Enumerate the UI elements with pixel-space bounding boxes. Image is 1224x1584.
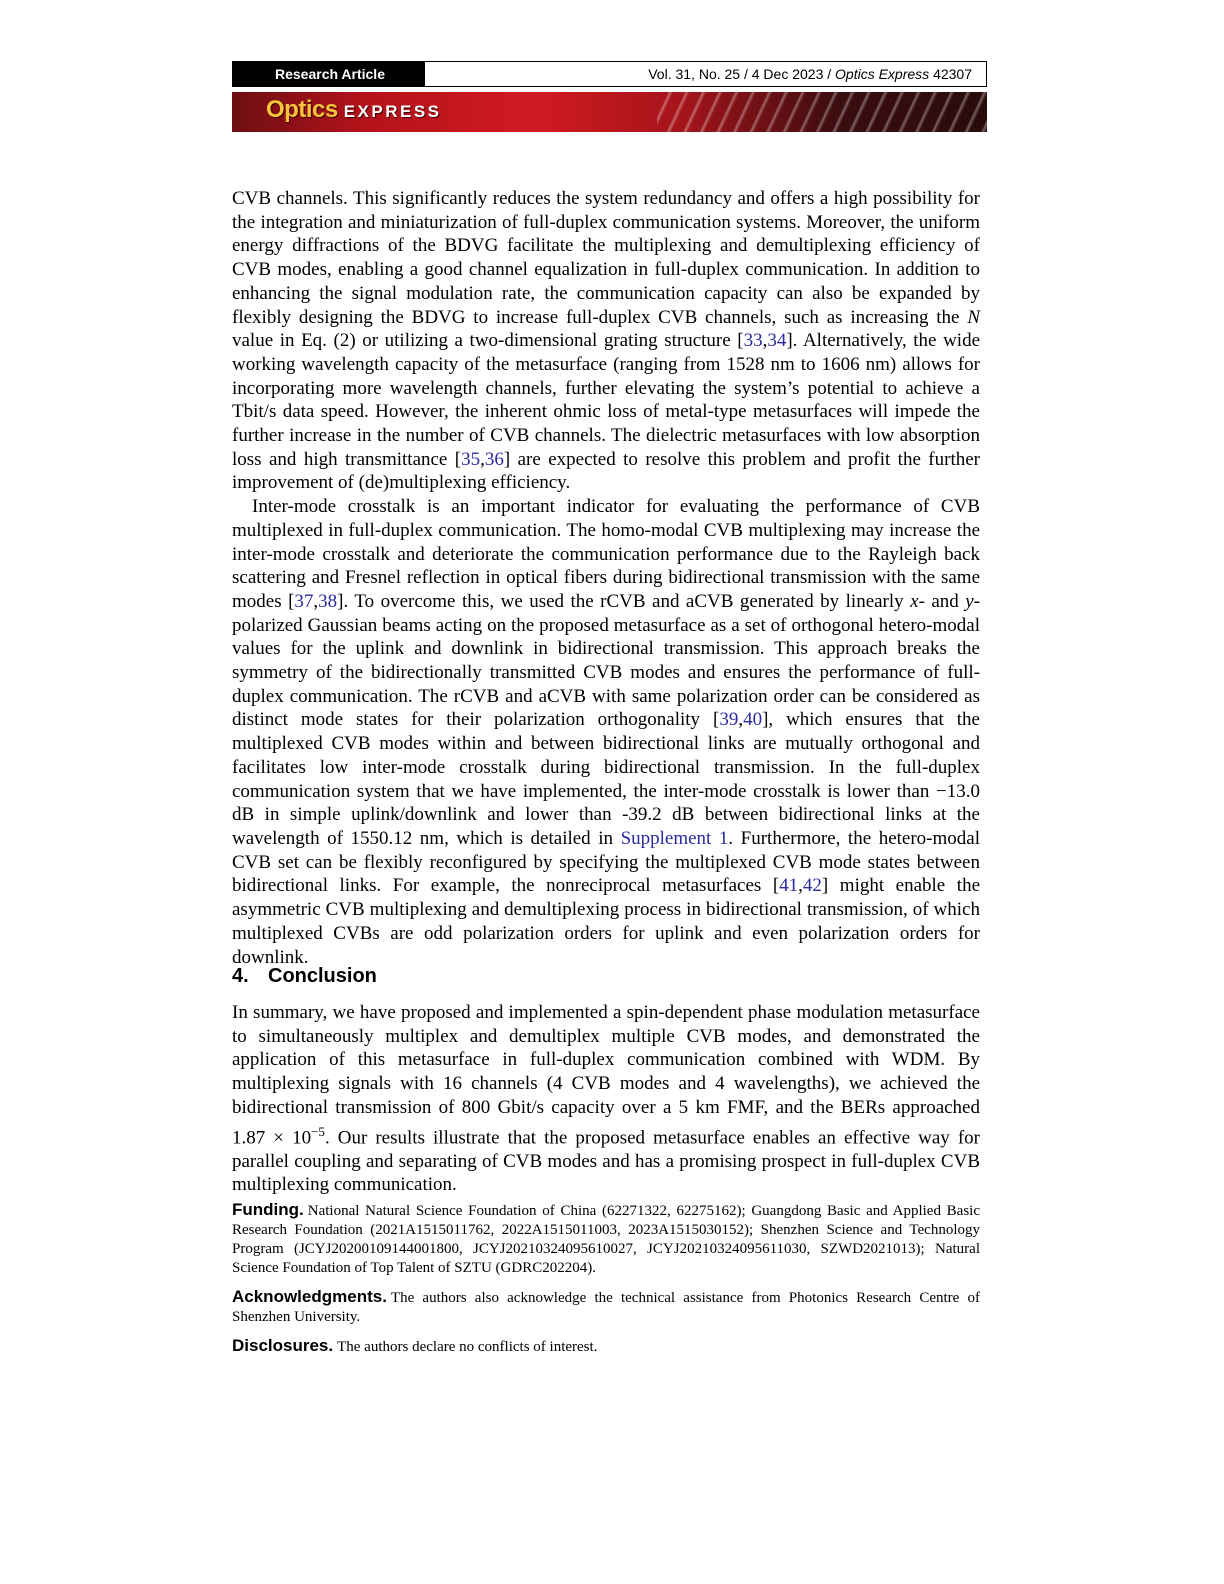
citation-link[interactable]: 40 — [743, 709, 763, 731]
article-type: Research Article — [233, 62, 425, 86]
funding-section — [232, 1200, 980, 1278]
section-title: Conclusion — [268, 965, 377, 987]
citation-link[interactable]: 33 — [743, 330, 763, 352]
conclusion-paragraph: In summary, we have proposed and implemented a spin-dependent phase modulation metasurface to simultaneously multiplex and demultiplex multiple CVB modes, and demonstrated the application of this metasurface in full-duplex communication combined with WDM. By multiplexing signals with 16 channels (4 CVB modes and 4 wavelengths), we achieved the bidirectional transmission of 800 Gbit/s capacity over a 5 km FMF, and the BERs approached $1.87 \times 10^{-5}$. Our results illustrate that the proposed metasurface enables an effective way for parallel coupling and separating of CVB modes and has a promising prospect in full-duplex CVB multiplexing communication. — [232, 1002, 980, 1196]
citation-link[interactable]: 39 — [719, 709, 739, 731]
header-bar — [232, 61, 987, 87]
supplement-link[interactable]: Supplement 1 — [620, 827, 729, 849]
funding-text: National Natural Science Foundation of China (62271322, 62275162); Guangdong Basic and Applied Basic Research Foundation (2021A1515011762, 2022A1515011003, 2023A1515030152); Shenzhen Science and Technology Program (JCYJ20200109144001800, JCYJ20210324095610027, JCYJ20210324095611030, SZWD2021013); Natural Science Foundation of Top Talent of SZTU (GDRC202204). — [232, 1203, 980, 1276]
acknowledgments-section — [232, 1287, 980, 1327]
funding-label: Funding. — [232, 1200, 304, 1219]
citation-link[interactable]: 35 — [461, 448, 481, 470]
journal-header — [232, 61, 987, 132]
acknowledgments-text: The authors also acknowledge the technical assistance from Photonics Research Centre of Shenzhen University. — [232, 1290, 980, 1325]
journal-name: Optics Express — [835, 66, 930, 82]
disclosures-label: Disclosures. — [232, 1336, 334, 1355]
banner-decoration — [657, 92, 987, 132]
citation-link[interactable]: 38 — [318, 590, 338, 612]
acknowledgments-label: Acknowledgments. — [232, 1287, 387, 1306]
paragraph-2: Inter-mode crosstalk is an important indicator for evaluating the performance of CVB multiplexed in full-duplex communication. The homo-modal CVB multiplexing may increase the inter-mode crosstalk and deteriorate the communication performance due to the Rayleigh back scattering and Fresnel reflection in optical fibers during bidirectional transmission with the same modes [37,38]. To overcome this, we used the rCVB and aCVB generated by linearly x- and y-polarized Gaussian beams acting on the proposed metasurface as a set of orthogonal hetero-modal values for the uplink and downlink in bidirectional transmission. This approach breaks the symmetry of the bidirectionally transmitted CVB modes and ensures the performance of full-duplex communication. The rCVB and aCVB with same polarization order can be considered as distinct mode states for their polarization orthogonality [39,40], which ensures that the multiplexed CVB modes within and between bidirectional links are mutually orthogonal and facilitates low inter-mode crosstalk during bidirectional transmission. In the full-duplex communication system that we have implemented, the inter-mode crosstalk is lower than −13.0 dB in simple uplink/downlink and lower than -39.2 dB between bidirectional links at the wavelength of 1550.12 nm, which is detailed in Supplement 1. Furthermore, the hetero-modal CVB set can be flexibly reconfigured by specifying the multiplexed CVB mode states between bidirectional links. For example, the nonreciprocal metasurfaces [41,42] might enable the asymmetric CVB multiplexing and demultiplexing process in bidirectional transmission, of which multiplexed CVBs are odd polarization orders for uplink and even polarization orders for downlink. — [232, 496, 981, 968]
citation-info: Vol. 31, No. 25 / 4 Dec 2023 / Optics Express 42307 — [648, 66, 972, 82]
paragraph-1: CVB channels. This significantly reduces the system redundancy and offers a high possibility for the integration and miniaturization of full-duplex communication systems. Moreover, the uniform energy diffractions of the BDVG facilitate the multiplexing and demultiplexing efficiency of CVB modes, enabling a good channel equalization in full-duplex communication. In addition to enhancing the signal modulation rate, the communication capacity can also be expanded by flexibly designing the BDVG to increase full-duplex CVB channels, such as increasing the N value in Eq. (2) or utilizing a two-dimensional grating structure [33,34]. Alternatively, the wide working wavelength capacity of the metasurface (ranging from 1528 nm to 1606 nm) allows for incorporating more wavelength channels, further elevating the system’s potential to achieve a Tbit/s data speed. However, the inherent ohmic loss of metal-type metasurfaces will impede the further increase in the number of CVB channels. The dielectric metasurfaces with low absorption loss and high transmittance [35,36] are expected to resolve this problem and profit the further improvement of (de)multiplexing efficiency. — [232, 188, 980, 494]
citation-link[interactable]: 37 — [294, 590, 314, 612]
conclusion-body — [232, 1001, 980, 1197]
logo-word-optics: Optics — [266, 96, 338, 123]
page-number: 42307 — [933, 66, 972, 82]
section-heading — [232, 965, 377, 988]
citation-link[interactable]: 36 — [484, 448, 504, 470]
issue-date: 4 Dec 2023 — [751, 66, 824, 82]
citation-link[interactable]: 34 — [767, 330, 787, 352]
main-body — [232, 187, 980, 969]
citation-link[interactable]: 41 — [779, 875, 799, 897]
disclosures-text: The authors declare no conflicts of interest. — [337, 1339, 598, 1355]
disclosures-section — [232, 1336, 980, 1357]
journal-logo — [266, 96, 442, 124]
logo-word-express: EXPRESS — [343, 102, 442, 121]
volume: Vol. 31, No. 25 — [648, 66, 741, 82]
journal-banner — [232, 92, 987, 132]
section-number: 4. — [232, 965, 249, 987]
citation-link[interactable]: 42 — [802, 875, 822, 897]
